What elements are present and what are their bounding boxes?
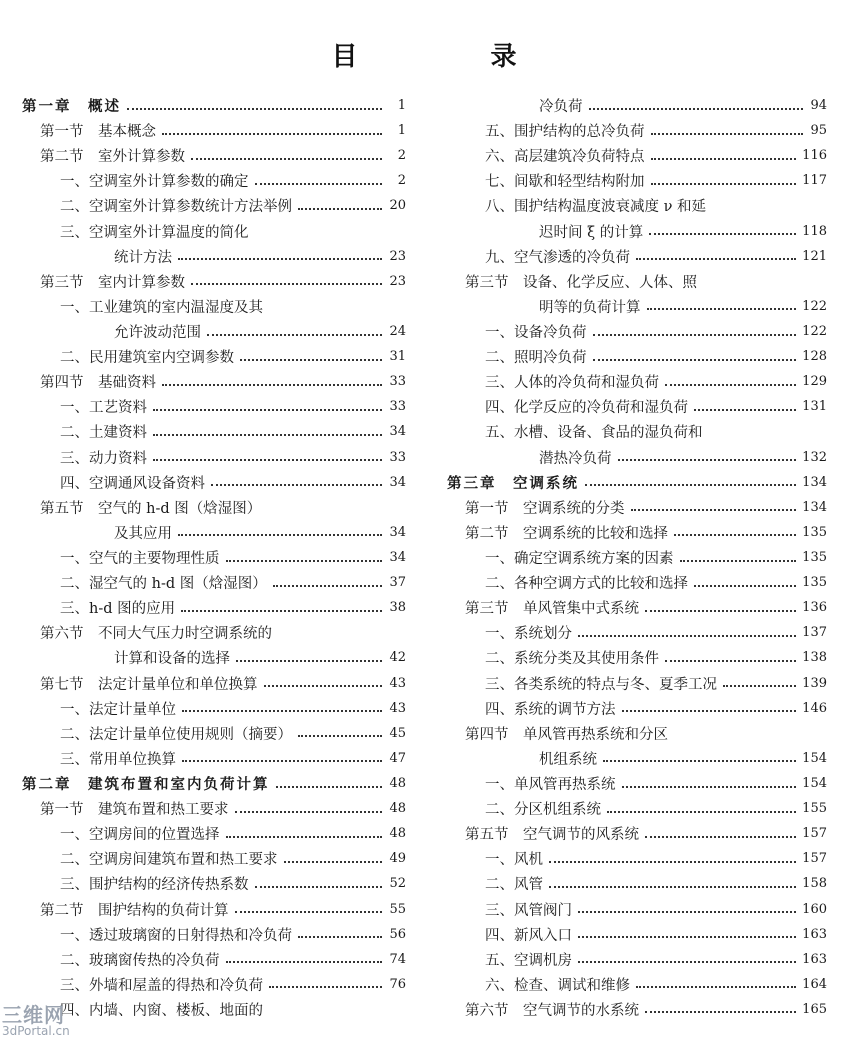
toc-entry-title: 二、各种空调方式的比较和选择 [485,576,688,593]
toc-entry-title: 二、玻璃窗传热的冷负荷 [60,952,220,969]
toc-leader-dots [255,886,383,888]
toc-leader-dots [182,760,382,762]
toc-leader-dots [645,836,796,838]
toc-leader-dots [636,986,796,988]
toc-entry [22,193,406,218]
toc-leader-dots [255,183,383,185]
toc-entry-title: 一、空调房间的位置选择 [60,827,220,844]
toc-entry [22,972,406,997]
toc-leader-dots [645,1011,796,1013]
toc-entry [447,645,827,670]
toc-entry [22,344,406,369]
toc-entry [447,947,827,972]
toc-entry-title: 五、水槽、设备、食品的湿负荷和 [485,425,703,442]
toc-entry [447,972,827,997]
toc-entry-title: 第二节 围护结构的负荷计算 [40,902,229,919]
toc-leader-dots [645,610,796,612]
toc-leader-dots [178,258,382,260]
toc-page-number: 48 [389,776,406,791]
toc-page-number: 42 [389,650,406,666]
toc-entry-title: 八、围护结构温度波衰减度 ν 和延 [485,199,707,216]
toc-page-number: 158 [802,876,827,892]
toc-page-number: 38 [389,600,406,616]
toc-leader-dots [211,484,382,486]
toc-leader-dots [618,459,797,461]
toc-entry [22,595,406,620]
toc-entry [22,445,406,470]
toc-entry [447,771,827,796]
toc-page-number: 122 [802,298,827,314]
toc-entry-title: 第二节 室外计算参数 [40,149,185,166]
toc-leader-dots [284,861,383,863]
toc-leader-dots [191,283,382,285]
toc-page-number: 34 [389,474,406,490]
toc-leader-dots [153,459,382,461]
toc-leader-dots [298,208,382,210]
toc-entry [447,545,827,570]
toc-leader-dots [603,760,796,762]
toc-leader-dots [264,685,383,687]
toc-chapter-entry [447,470,827,495]
toc-entry-title: 四、系统的调节方法 [485,701,616,718]
toc-entry-title: 第五节 空气调节的风系统 [465,827,639,844]
toc-page-number: 23 [389,248,406,264]
toc-entry [22,294,406,319]
toc-entry-title: 第一节 空调系统的分类 [465,500,625,517]
toc-page-number: 164 [802,976,827,992]
toc-page-number: 1 [397,123,406,139]
watermark-line2: 3dPortal.cn [2,1024,70,1038]
toc-leader-dots [240,359,382,361]
toc-leader-dots [162,384,382,386]
toc-entry-title: 二、土建资料 [60,425,147,442]
toc-entry-title: 计算和设备的选择 [114,651,230,668]
toc-entry [447,922,827,947]
toc-entry-title: 三、动力资料 [60,450,147,467]
toc-page-number: 134 [802,499,827,515]
toc-entry [447,897,827,922]
toc-entry-title: 三、人体的冷负荷和湿负荷 [485,375,659,392]
toc-entry [447,445,827,470]
toc-entry [22,570,406,595]
toc-entry [22,846,406,871]
toc-entry-title: 第二节 空调系统的比较和选择 [465,525,668,542]
toc-entry [22,746,406,771]
toc-leader-dots [269,986,382,988]
toc-entry [447,595,827,620]
toc-leader-dots [153,434,382,436]
toc-page-number: 134 [802,474,827,490]
toc-leader-dots [680,560,797,562]
toc-leader-dots [593,359,797,361]
toc-entry [447,495,827,520]
toc-page-number: 49 [389,851,406,867]
toc-entry [447,394,827,419]
toc-leader-dots [636,258,796,260]
toc-entry-title: 三、外墙和屋盖的得热和冷负荷 [60,977,263,994]
toc-entry-title: 一、工艺资料 [60,400,147,417]
toc-entry [447,319,827,344]
toc-entry [22,143,406,168]
toc-leader-dots [651,158,797,160]
toc-page-number: 74 [389,951,406,967]
toc-leader-dots [665,660,796,662]
toc-entry-title: 一、透过玻璃窗的日射得热和冷负荷 [60,927,292,944]
toc-page-number: 157 [802,851,827,867]
toc-entry [447,696,827,721]
toc-page-number: 122 [802,324,827,340]
toc-entry [22,796,406,821]
watermark-line1: 三维网 [2,1003,65,1027]
toc-page-number: 31 [389,349,406,365]
toc-entry [22,269,406,294]
toc-entry-title: 四、新风入口 [485,927,572,944]
toc-entry-title: 五、空调机房 [485,952,572,969]
toc-entry [447,419,827,444]
toc-entry-title: 迟时间 ξ 的计算 [539,224,644,241]
toc-entry [447,168,827,193]
toc-page-number: 34 [389,550,406,566]
toc-entry [447,997,827,1022]
toc-entry-title: 三、风管阀门 [485,902,572,919]
toc-leader-dots [607,811,796,813]
toc-leader-dots [178,534,382,536]
toc-entry-title: 明等的负荷计算 [539,299,641,316]
toc-entry-title: 第三节 单风管集中式系统 [465,601,639,618]
toc-leader-dots [649,233,796,235]
toc-page-number: 118 [802,223,827,239]
toc-entry [447,369,827,394]
toc-leader-dots [162,133,382,135]
toc-entry-title: 二、系统分类及其使用条件 [485,651,659,668]
toc-page-number: 117 [802,173,827,189]
toc-leader-dots [694,585,796,587]
toc-leader-dots [578,936,796,938]
toc-leader-dots [578,635,796,637]
toc-leader-dots [207,334,382,336]
toc-entry [447,244,827,269]
toc-entry-title: 第六节 空气调节的水系统 [465,1002,639,1019]
toc-page-number: 34 [389,424,406,440]
toc-page-number: 165 [802,1001,827,1017]
toc-leader-dots [665,384,796,386]
toc-page-number: 154 [802,776,827,791]
toc-entry-title: 三、围护结构的经济传热系数 [60,877,249,894]
toc-entry-title: 第三章 空调系统 [447,474,579,492]
toc-right-column [447,93,827,1022]
toc-entry [22,922,406,947]
toc-leader-dots [651,133,804,135]
toc-leader-dots [647,308,797,310]
toc-entry-title: 四、内墙、内窗、楼板、地面的 [60,1002,263,1019]
toc-entry [447,294,827,319]
toc-entry [22,871,406,896]
toc-page-number: 43 [389,675,406,691]
toc-entry-title: 三、各类系统的特点与冬、夏季工况 [485,676,717,693]
toc-leader-dots [298,735,382,737]
toc-entry [447,193,827,218]
toc-entry-title: 第二章 建筑布置和室内负荷计算 [22,776,270,793]
toc-page-number: 131 [802,399,827,415]
toc-entry [22,520,406,545]
toc-entry [22,168,406,193]
toc-page-number: 2 [397,148,406,164]
toc-entry-title: 四、化学反应的冷负荷和湿负荷 [485,400,688,417]
toc-page-number: 33 [389,374,406,390]
toc-leader-dots [593,334,797,336]
toc-page-number: 1 [397,98,406,114]
toc-entry-title: 九、空气渗透的冷负荷 [485,249,630,266]
toc-entry-title: 一、空调室外计算参数的确定 [60,174,249,191]
toc-entry [447,143,827,168]
toc-chapter-entry [22,93,406,118]
toc-page-number: 20 [389,198,406,214]
toc-entry-title: 二、法定计量单位使用规则（摘要） [60,726,292,743]
watermark-logo [2,1005,70,1037]
toc-entry-title: 三、空调室外计算温度的简化 [60,224,249,241]
toc-entry-title: 一、工业建筑的室内温湿度及其 [60,299,263,316]
toc-entry [22,545,406,570]
toc-entry [22,721,406,746]
toc-page-number: 52 [389,876,406,892]
toc-leader-dots [298,936,382,938]
toc-entry [22,947,406,972]
toc-entry-title: 一、单风管再热系统 [485,777,616,793]
toc-entry-title: 第五节 空气的 h-d 图（焓湿图） [40,500,262,517]
toc-leader-dots [191,158,382,160]
toc-page-number: 135 [802,524,827,540]
toc-entry-title: 一、设备冷负荷 [485,325,587,342]
toc-entry [22,645,406,670]
toc-page-number: 43 [389,700,406,716]
toc-entry [22,821,406,846]
toc-page-number: 137 [802,625,827,641]
toc-entry [447,846,827,871]
toc-page-number: 45 [389,725,406,741]
toc-leader-dots [723,685,796,687]
toc-leader-dots [585,484,796,486]
toc-page-number: 76 [389,976,406,992]
toc-entry [22,671,406,696]
toc-leader-dots [235,911,383,913]
toc-page-number: 129 [802,374,827,390]
page-title: 目 录 [331,42,579,72]
toc-entry-title: 二、风管 [485,877,543,894]
toc-leader-dots [631,509,797,511]
toc-entry-title: 三、常用单位换算 [60,751,176,768]
toc-entry-title: 第一章 概述 [22,98,121,116]
toc-entry [447,344,827,369]
toc-page-number: 138 [802,650,827,666]
toc-entry-title: 五、围护结构的总冷负荷 [485,124,645,141]
toc-entry-title: 第一节 建筑布置和热工要求 [40,802,229,819]
toc-entry [447,721,827,746]
toc-page-number: 34 [389,524,406,540]
toc-entry-title: 二、空调房间建筑布置和热工要求 [60,852,278,869]
toc-entry-title: 二、湿空气的 h-d 图（焓湿图） [60,576,267,593]
toc-entry-title: 第六节 不同大气压力时空调系统的 [40,626,272,643]
toc-entry [447,118,827,143]
toc-entry-title: 一、确定空调系统方案的因素 [485,551,674,568]
toc-leader-dots [226,560,383,562]
toc-leader-dots [674,534,796,536]
toc-chapter-entry [22,771,406,796]
toc-page-number: 139 [802,675,827,691]
toc-leader-dots [651,183,797,185]
toc-entry [447,821,827,846]
toc-leader-dots [181,610,382,612]
toc-entry-title: 三、h-d 图的应用 [60,601,176,618]
toc-entry [22,470,406,495]
toc-entry-title: 第三节 设备、化学反应、人体、照 [465,274,697,291]
toc-page-number: 154 [802,750,827,766]
toc-entry [22,219,406,244]
toc-entry-title: 第七节 法定计量单位和单位换算 [40,676,258,693]
toc-entry-title: 一、空气的主要物理性质 [60,551,220,568]
toc-page-number: 94 [810,98,827,114]
toc-page-number: 2 [397,173,406,189]
toc-entry-title: 潜热冷负荷 [539,450,612,467]
toc-entry-title: 四、空调通风设备资料 [60,475,205,492]
toc-page-number: 163 [802,951,827,967]
toc-page-number: 135 [802,575,827,591]
toc-page-number: 121 [802,248,827,264]
toc-entry-title: 六、高层建筑冷负荷特点 [485,149,645,166]
toc-leader-dots [622,786,797,788]
toc-entry-title: 第四节 基础资料 [40,375,156,392]
toc-entry [447,219,827,244]
toc-entry [22,319,406,344]
toc-entry-title: 第四节 单风管再热系统和分区 [465,726,668,743]
toc-page-number: 157 [802,826,827,842]
toc-entry [22,696,406,721]
toc-page-number: 33 [389,399,406,415]
toc-entry [22,369,406,394]
toc-entry [447,570,827,595]
toc-page-number: 116 [802,148,827,164]
toc-page-number: 48 [389,826,406,842]
toc-entry-title: 七、间歇和轻型结构附加 [485,174,645,191]
toc-leader-dots [578,961,796,963]
toc-leader-dots [153,409,382,411]
toc-leader-dots [236,660,382,662]
toc-page-number: 24 [389,324,406,340]
toc-entry-title: 第一节 基本概念 [40,124,156,141]
toc-entry [22,419,406,444]
toc-entry [447,269,827,294]
toc-entry-title: 允许波动范围 [114,325,201,342]
toc-entry-title: 一、系统划分 [485,626,572,643]
toc-page-number: 37 [389,575,406,591]
toc-entry-title: 及其应用 [114,525,172,542]
toc-leader-dots [589,108,804,110]
toc-entry-title: 机组系统 [539,751,597,768]
toc-page-number: 47 [389,750,406,766]
toc-entry [22,997,406,1022]
toc-entry-title: 二、分区机组系统 [485,802,601,819]
toc-entry [447,620,827,645]
toc-leader-dots [549,861,796,863]
toc-page-number: 33 [389,449,406,465]
toc-leader-dots [273,585,382,587]
toc-page-number: 55 [389,901,406,917]
toc-leader-dots [226,836,383,838]
toc-leader-dots [226,961,383,963]
toc-entry [447,520,827,545]
toc-entry [22,118,406,143]
toc-leader-dots [127,108,382,110]
toc-entry-title: 统计方法 [114,249,172,266]
toc-leader-dots [578,911,796,913]
toc-entry [447,871,827,896]
toc-entry-title: 二、空调室外计算参数统计方法举例 [60,199,292,216]
toc-page-number: 23 [389,273,406,289]
toc-entry [22,244,406,269]
toc-page-number: 95 [810,123,827,139]
toc-page-number: 48 [389,801,406,817]
toc-page-number: 160 [802,901,827,917]
toc-page-number: 163 [802,926,827,942]
toc-leader-dots [549,886,796,888]
toc-entry-title: 二、照明冷负荷 [485,350,587,367]
toc-page-number: 128 [802,349,827,365]
toc-page-number: 146 [802,700,827,716]
toc-leader-dots [235,811,383,813]
toc-left-column [22,93,406,1022]
toc-entry-title: 六、检查、调试和维修 [485,977,630,994]
toc-entry [447,671,827,696]
toc-entry [22,495,406,520]
toc-page-number: 56 [389,926,406,942]
toc-page-number: 132 [802,449,827,465]
toc-leader-dots [182,710,382,712]
toc-entry [447,93,827,118]
toc-entry-title: 第三节 室内计算参数 [40,274,185,291]
toc-entry [22,620,406,645]
toc-entry-title: 一、法定计量单位 [60,701,176,718]
toc-leader-dots [276,786,383,788]
toc-entry [22,897,406,922]
toc-entry-title: 一、风机 [485,852,543,869]
toc-page-number: 136 [802,600,827,616]
toc-entry [447,746,827,771]
toc-leader-dots [622,710,797,712]
toc-page-number: 135 [802,550,827,566]
toc-entry-title: 二、民用建筑室内空调参数 [60,350,234,367]
toc-entry [447,796,827,821]
toc-entry-title: 冷负荷 [539,99,583,116]
toc-leader-dots [694,409,796,411]
toc-page-number: 155 [802,801,827,817]
toc-entry [22,394,406,419]
